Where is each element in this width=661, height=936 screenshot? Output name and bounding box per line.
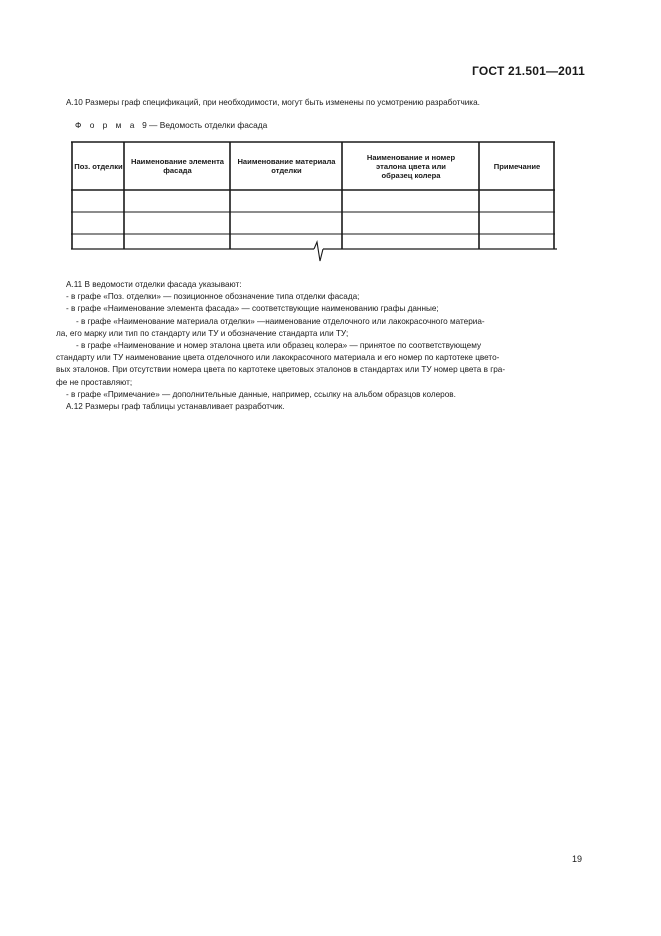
paragraph-a11 xyxy=(56,279,582,413)
document-code: ГОСТ 21.501—2011 xyxy=(472,64,585,78)
form-caption xyxy=(75,120,267,130)
text-line: А.11 В ведомости отделки фасада указывают: xyxy=(66,280,242,289)
text-line: - в графе «Примечание» — дополнительные данные, например, ссылку на альбом образцов колеров. xyxy=(66,389,456,399)
text-line: - в графе «Наименование материала отделки» —наименование отделочного или лакокрасочного материа- xyxy=(76,316,485,326)
column-header-element: Наименование элемента фасада xyxy=(130,157,225,175)
text-line: - в графе «Наименование и номер эталона цвета или образец колера» — принятое по соответствующему xyxy=(76,341,482,351)
text-line: ла, его марку или тип по стандарту или ТУ и обозначение стандарта или ТУ; xyxy=(56,328,349,338)
text-line: - в графе «Поз. отделки» — позиционное обозначение типа отделки фасада; xyxy=(66,292,360,302)
column-header-material: Наименование материала отделки xyxy=(237,157,336,175)
text-line: - в графе «Наименование элемента фасада» — соответствующие наименованию графы данные; xyxy=(66,304,439,314)
column-header-position: Поз. отделки xyxy=(74,161,123,171)
page-number: 19 xyxy=(572,854,583,864)
text-line: вых эталонов. При отсутствии номера цвета по картотеке цветовых эталонов в стандартах или ТУ номер цвета в гра- xyxy=(56,365,506,375)
column-header-note: Примечание xyxy=(493,161,541,171)
paragraph-a10: А.10 Размеры граф спецификаций, при необходимости, могут быть изменены по усмотрению разработчика. xyxy=(66,98,480,107)
column-header-color: Наименование и номер эталона цвета или образец колера xyxy=(366,152,456,180)
form-word: Ф о р м а xyxy=(75,120,138,130)
paragraph-a12: А.12 Размеры граф таблицы устанавливает разработчик. xyxy=(66,402,285,412)
text-line: стандарту или ТУ наименование цвета отделочного или лакокрасочного материала и его номер по картотеке цвето- xyxy=(56,353,500,363)
form-title: 9 — Ведомость отделки фасада xyxy=(142,120,268,130)
text-line: фе не проставляют; xyxy=(56,377,133,387)
